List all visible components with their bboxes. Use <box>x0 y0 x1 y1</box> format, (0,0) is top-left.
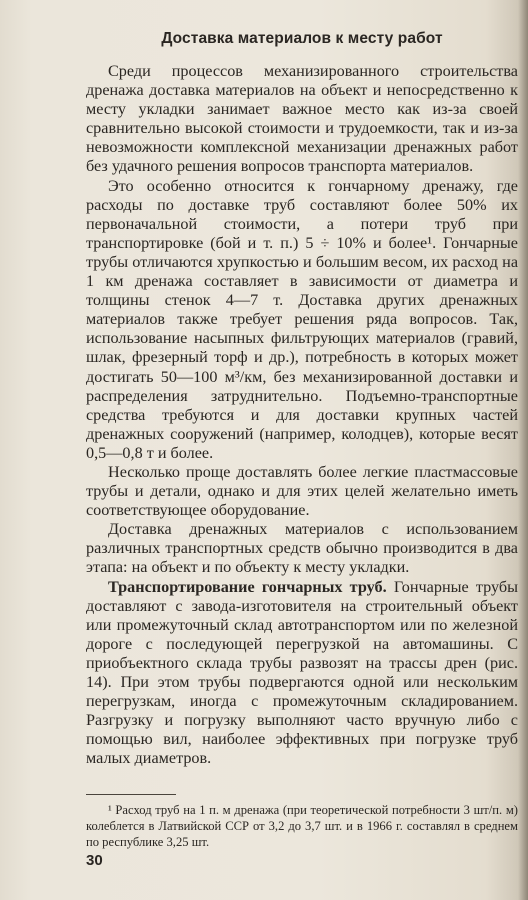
page-number: 30 <box>86 852 103 869</box>
paragraph-2: Это особенно относится к гончарному дренажу, где расходы по доставке труб составляют более 50% их первоначальной стоимости, а потери труб при транспортировке (бой и т. п.) 5 ÷ 10% и более¹. Гончарные трубы отличаются хрупкостью и большим весом, их расход на 1 км дренажа составляет в зависимости от диаметра и толщины стенок 4—7 т. Доставка других дренажных материалов также требует решения ряда вопросов. Так, использование насыпных фильтрующих материалов (гравий, шлак, фрезерный торф и др.), потребность в которых может достигать 50—100 м³/км, без механизированной доставки и распределения затруднительно. Подъемно-транспортные средства требуются и для доставки крупных частей дренажных сооружений (например, колодцев), которые весят 0,5—0,8 т и более. <box>86 176 518 462</box>
section-heading: Доставка материалов к месту работ <box>161 30 443 47</box>
subsection-lead: Транспортирование гончарных труб. <box>108 577 387 596</box>
paragraph-3: Несколько проще доставлять более легкие пластмассовые трубы и детали, однако и для этих целей желательно иметь соответствующее оборудование. <box>86 462 518 520</box>
page-edge-shadow <box>518 0 528 900</box>
page-content <box>86 30 518 850</box>
paragraph-1: Среди процессов механизированного строительства дренажа доставка материалов на объект и непосредственно к месту укладки занимает важное место как из-за своей сравнительно высокой стоимости и трудоемкости, так и из-за невозможности комплексной механизации дренажных работ без удачного решения вопросов транспорта материалов. <box>86 62 518 176</box>
footnote-rule <box>86 794 176 795</box>
paragraph-4: Доставка дренажных материалов с использованием различных транспортных средств обычно производится в два этапа: на объект и по объекту к месту укладки. <box>86 520 518 577</box>
footnote: ¹ Расход труб на 1 п. м дренажа (при теоретической потребности 3 шт/п. м) колеблется в Латвийской ССР от 3,2 до 3,7 шт. и в 1966 г. составлял в среднем по республике 3,25 шт. <box>86 803 518 849</box>
subsection-text: Гончарные трубы доставляют с завода-изготовителя на строительный объект или промежуточный склад автотранспортом или по железной дороге с последующей перегрузкой на автомашины. С приобъектного склада трубы развозят на трассы дрен (рис. 14). При этом трубы подвергаются одной или нескольким перегрузкам, иногда с промежуточным складированием. Разгрузку и погрузку выполняют часто вручную либо с помощью вил, наиболее эффективных при погрузке труб малых диаметров. <box>86 577 518 768</box>
paragraph-5 <box>86 578 518 769</box>
